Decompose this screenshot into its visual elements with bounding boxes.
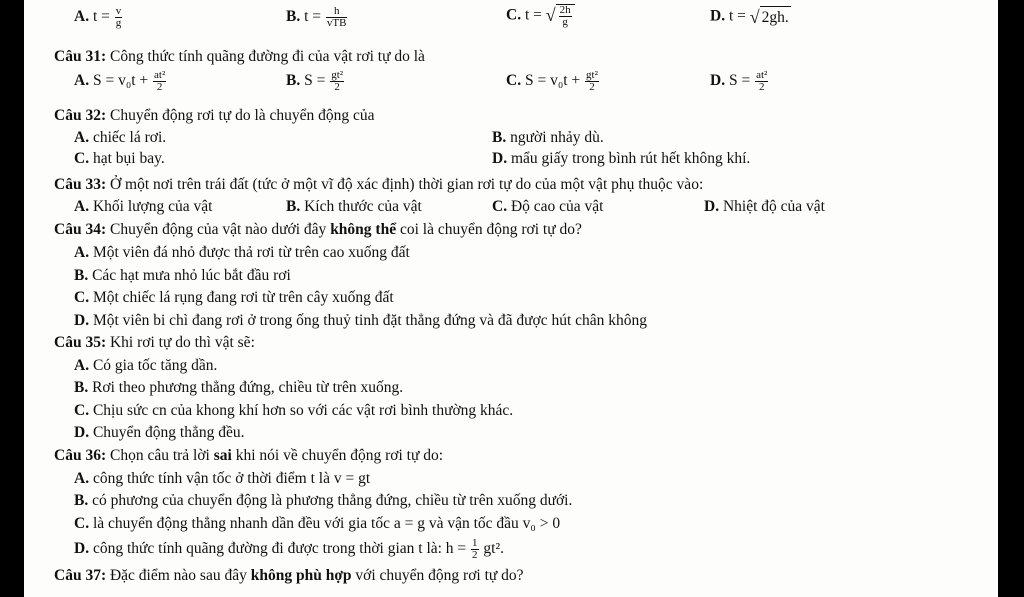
q36-option-c: C. là chuyển động thẳng nhanh dần đều với gia tốc a = g và vận tốc đầu v₀ > 0 bbox=[74, 515, 561, 532]
q31-option-d: D. S = $\frac{\text{at²}}{2}$ bbox=[710, 69, 768, 93]
q31-option-a: A. S = v₀t + $\frac{\text{at²}}{2}$ bbox=[74, 69, 166, 93]
q30-d-sqrt: √ 2gh. bbox=[749, 7, 789, 27]
q30-b-fraction: $\frac{h}{\text{vTB}}$ bbox=[326, 5, 347, 29]
q32-option-d: D. mẩu giấy trong bình rút hết không khí. bbox=[492, 150, 751, 167]
q36-stem: Câu 36: Chọn câu trả lời sai khi nói về chuyển động rơi tự do: bbox=[54, 447, 444, 464]
q37-stem: Câu 37: Đặc điểm nào sau đây không phù hợp với chuyển động rơi tự do? bbox=[54, 567, 524, 584]
q33-option-a: A. Khối lượng của vật bbox=[74, 198, 213, 215]
q32-stem: Câu 32: Chuyển động rơi tự do là chuyển động của bbox=[54, 107, 375, 124]
q30-option-a: A. t = $\frac{v}{g}$ bbox=[74, 5, 122, 29]
q36-option-b: B. có phương của chuyển động là phương thẳng đứng, chiều từ trên xuống dưới. bbox=[74, 492, 573, 509]
q33-option-c: C. Độ cao của vật bbox=[492, 198, 604, 215]
q32-option-b: B. người nhảy dù. bbox=[492, 129, 604, 146]
q31-option-c: C. S = v₀t + $\frac{\text{gt²}}{2}$ bbox=[506, 69, 598, 93]
q34-option-d: D. Một viên bi chì đang rơi ở trong ống thuỷ tinh đặt thẳng đứng và đã được hút chân không bbox=[74, 312, 648, 329]
q33-option-d: D. Nhiệt độ của vật bbox=[704, 198, 825, 215]
q31-option-b: B. S = $\frac{\text{gt²}}{2}$ bbox=[286, 69, 344, 93]
q31-stem: Câu 31: Công thức tính quãng đường đi của vật rơi tự do là bbox=[54, 48, 425, 65]
q36-option-d: D. công thức tính quãng đường đi được trong thời gian t là: h = $\frac{1}{2}$ gt². bbox=[74, 537, 505, 561]
q30-option-b: B. t = $\frac{h}{\text{vTB}}$ bbox=[286, 5, 347, 29]
q30-option-d: D. t = √ 2gh. bbox=[710, 7, 789, 27]
q33-stem: Câu 33: Ở một nơi trên trái đất (tức ở một vĩ độ xác định) thời gian rơi tự do của một vật phụ thuộc vào: bbox=[54, 176, 704, 193]
exam-page bbox=[24, 0, 998, 597]
q30-a-fraction: $\frac{v}{g}$ bbox=[115, 5, 122, 29]
q32-option-a: A. chiếc lá rơi. bbox=[74, 129, 167, 146]
q32-option-c: C. hạt bụi bay. bbox=[74, 150, 165, 167]
q35-option-a: A. Có gia tốc tăng dần. bbox=[74, 357, 218, 374]
q34-option-b: B. Các hạt mưa nhỏ lúc bắt đầu rơi bbox=[74, 267, 291, 284]
q30-c-sqrt: √ $\frac{2h}{g}$ bbox=[546, 4, 575, 28]
q36-option-a: A. công thức tính vận tốc ở thời điểm t là v = gt bbox=[74, 470, 371, 487]
q34-stem: Câu 34: Chuyển động của vật nào dưới đây không thể coi là chuyển động rơi tự do? bbox=[54, 221, 582, 238]
q35-stem: Câu 35: Khi rơi tự do thì vật sẽ: bbox=[54, 334, 255, 351]
q34-option-c: C. Một chiếc lá rụng đang rơi từ trên cây xuống đất bbox=[74, 289, 394, 306]
q35-option-c: C. Chịu sức cn của khong khí hơn so với các vật rơi bình thường khác. bbox=[74, 402, 514, 419]
q35-option-d: D. Chuyển động thẳng đều. bbox=[74, 424, 245, 441]
q33-option-b: B. Kích thước của vật bbox=[286, 198, 422, 215]
q35-option-b: B. Rơi theo phương thẳng đứng, chiều từ trên xuống. bbox=[74, 379, 404, 396]
q34-option-a: A. Một viên đá nhỏ được thả rơi từ trên cao xuống đất bbox=[74, 244, 410, 261]
q30-option-c: C. t = √ $\frac{2h}{g}$ bbox=[506, 4, 575, 28]
